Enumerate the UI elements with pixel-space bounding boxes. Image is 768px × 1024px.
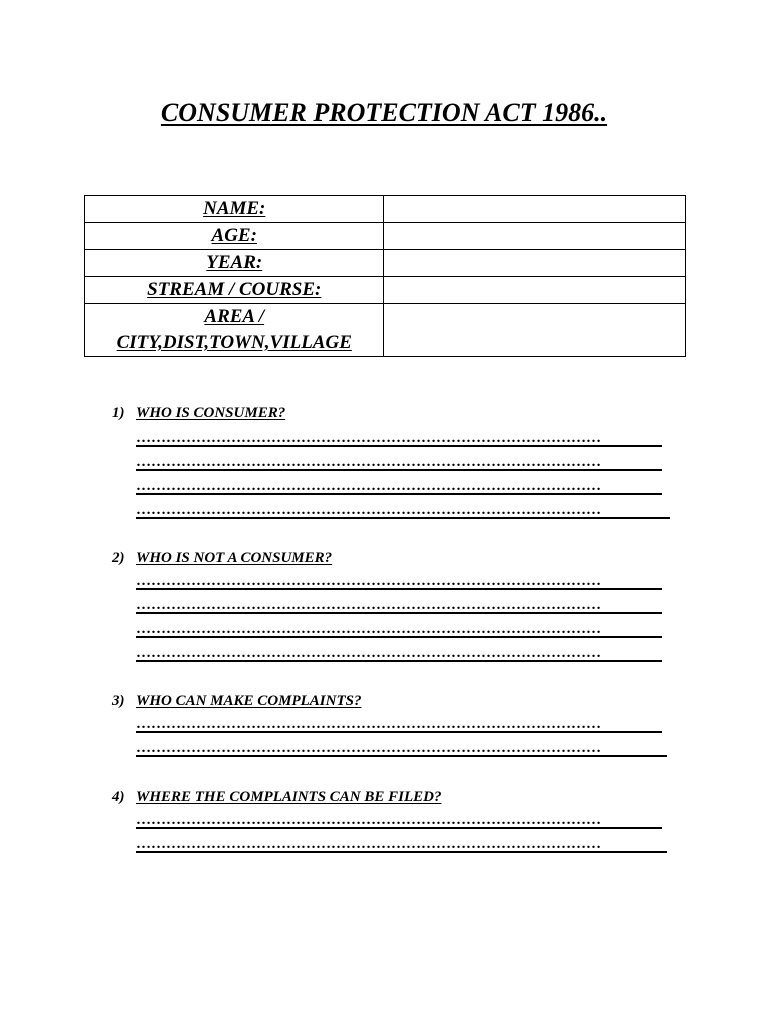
area-label-line1: AREA / (204, 306, 265, 327)
table-row (85, 304, 686, 357)
table-row (85, 223, 686, 250)
answer-line[interactable]: ………………………………………………………………………………… (136, 719, 662, 733)
question-2-heading (112, 549, 332, 567)
stream-label: STREAM / COURSE: (147, 279, 322, 300)
answer-line[interactable]: ………………………………………………………………………………… (136, 457, 662, 471)
answer-line[interactable]: ………………………………………………………………………………… (136, 743, 667, 757)
age-value-cell[interactable] (384, 223, 686, 250)
name-value-cell[interactable] (384, 196, 686, 223)
area-label-cell (85, 304, 384, 357)
question-number: 4) (112, 789, 125, 805)
year-value-cell[interactable] (384, 250, 686, 277)
stream-value-cell[interactable] (384, 277, 686, 304)
question-3-heading (112, 692, 361, 710)
answer-line[interactable]: ………………………………………………………………………………… (136, 481, 662, 495)
stream-label-cell (85, 277, 384, 304)
area-value-cell[interactable] (384, 304, 686, 357)
answer-line[interactable]: ………………………………………………………………………………… (136, 576, 662, 590)
question-text: WHO IS NOT A CONSUMER? (136, 550, 333, 566)
year-label-cell (85, 250, 384, 277)
answer-line[interactable]: ………………………………………………………………………………… (136, 433, 662, 447)
age-label: AGE: (211, 225, 257, 246)
question-number: 3) (112, 693, 125, 709)
question-number: 2) (112, 550, 125, 566)
question-text: WHERE THE COMPLAINTS CAN BE FILED? (136, 789, 442, 805)
table-row (85, 277, 686, 304)
question-text: WHO IS CONSUMER? (136, 405, 286, 421)
page-title: CONSUMER PROTECTION ACT 1986.. (160, 98, 608, 127)
answer-line[interactable]: ………………………………………………………………………………… (136, 839, 667, 853)
age-label-cell (85, 223, 384, 250)
table-row (85, 196, 686, 223)
name-label-cell (85, 196, 384, 223)
name-label: NAME: (203, 198, 266, 219)
answer-line[interactable]: ………………………………………………………………………………… (136, 648, 662, 662)
answer-line[interactable]: ………………………………………………………………………………… (136, 624, 662, 638)
student-info-table (84, 195, 686, 357)
question-number: 1) (112, 405, 125, 421)
answer-line[interactable]: ………………………………………………………………………………… (136, 505, 670, 519)
year-label: YEAR: (206, 252, 263, 273)
area-label-line2: CITY,DIST,TOWN,VILLAGE (116, 332, 352, 353)
question-4-heading (112, 788, 441, 806)
table-row (85, 250, 686, 277)
answer-line[interactable]: ………………………………………………………………………………… (136, 600, 662, 614)
answer-line[interactable]: ………………………………………………………………………………… (136, 815, 662, 829)
question-text: WHO CAN MAKE COMPLAINTS? (136, 693, 362, 709)
question-1-heading (112, 404, 285, 422)
